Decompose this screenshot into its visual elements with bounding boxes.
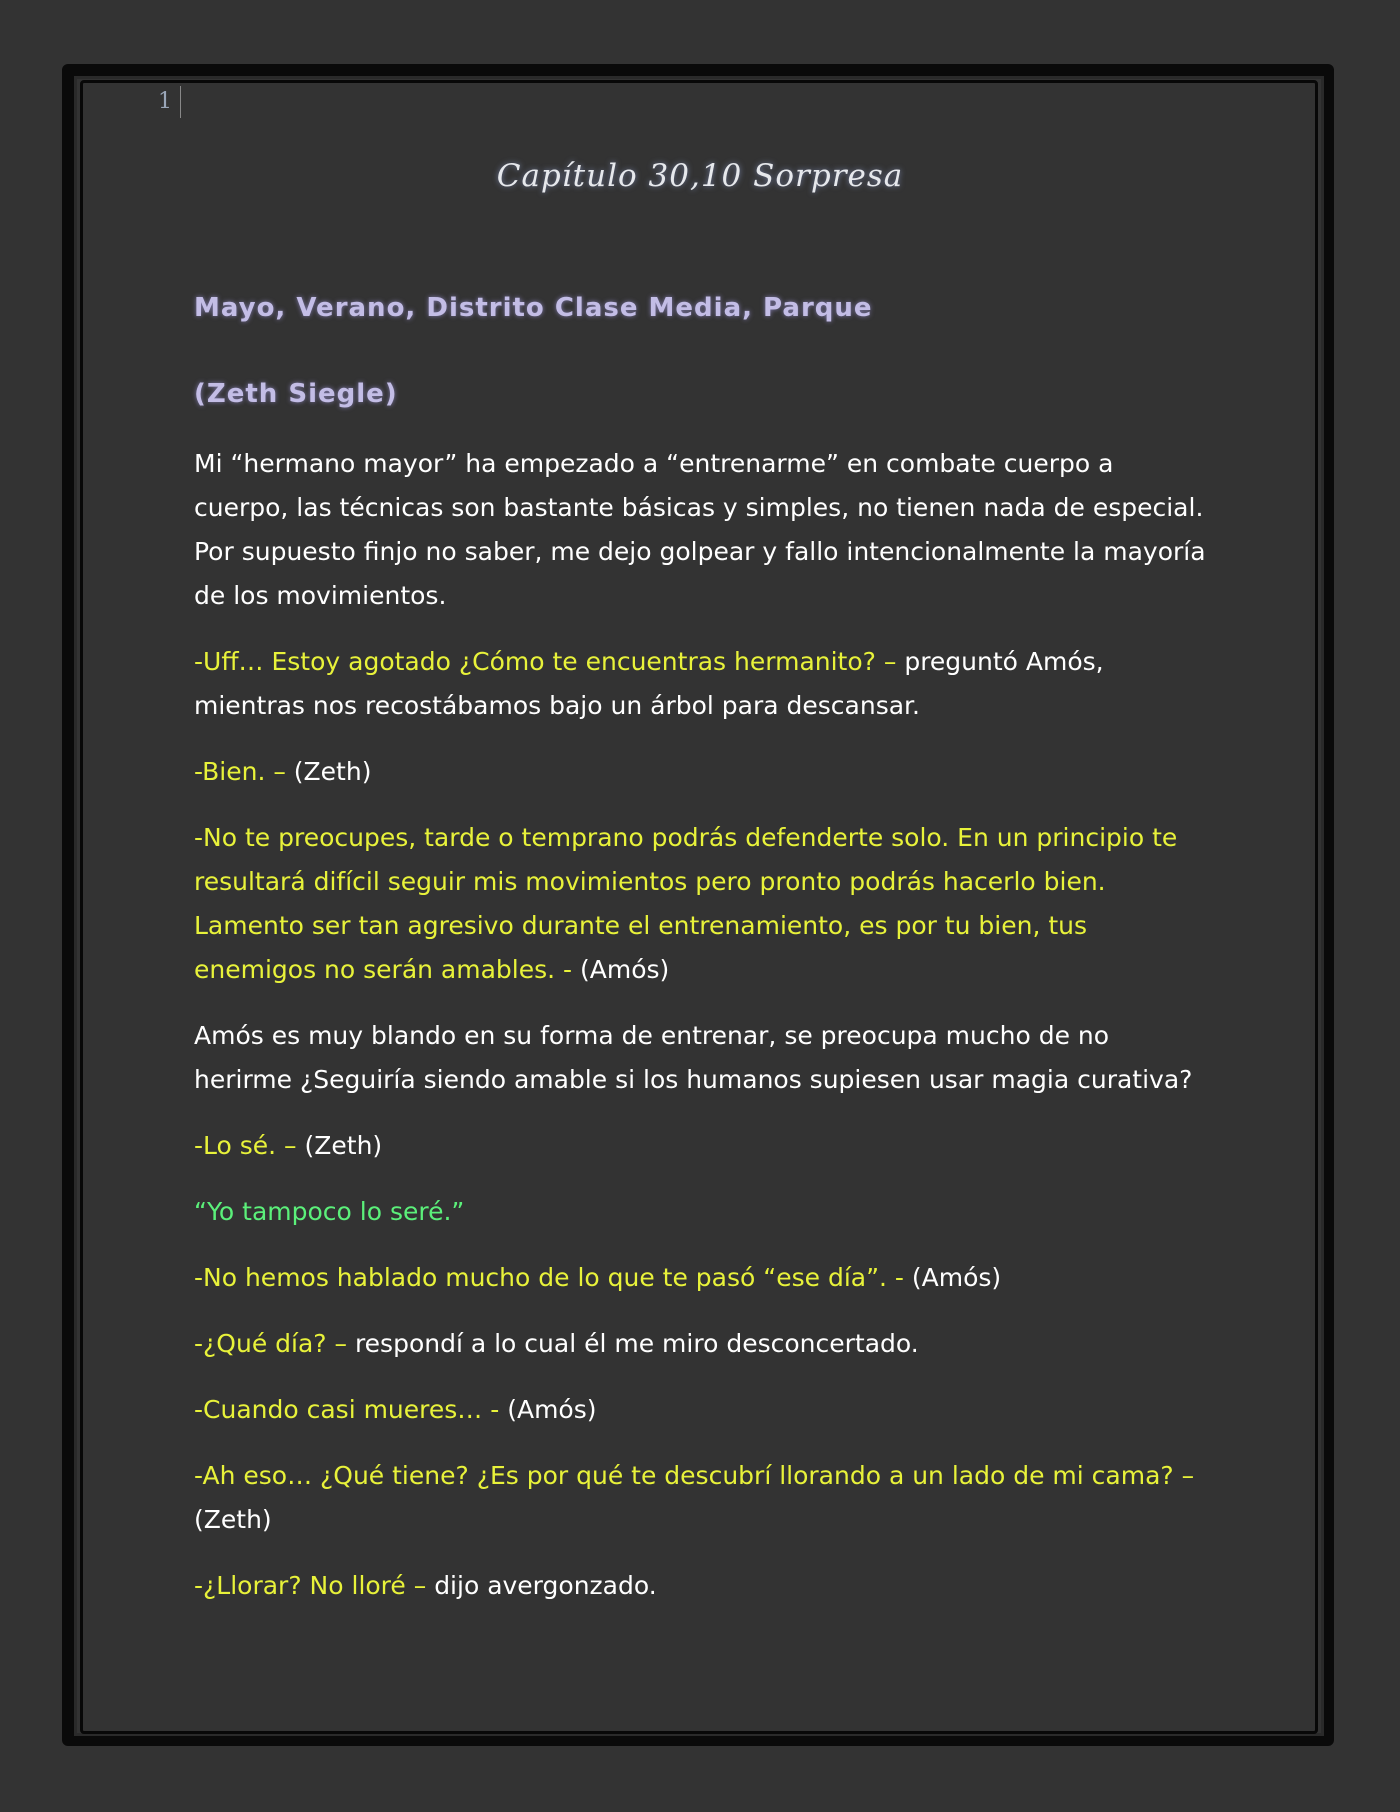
paragraph <box>194 1454 1214 1542</box>
paragraph <box>194 1014 1214 1102</box>
paragraph <box>194 1322 1214 1366</box>
paragraph <box>194 1190 1214 1234</box>
narration-text: (Amós) <box>911 1263 1002 1292</box>
page-number: 1 <box>150 86 181 118</box>
paragraph <box>194 816 1214 992</box>
narration-text: Amós es muy blando en su forma de entrenar, se preocupa mucho de no herirme ¿Seguiría siendo amable si los humanos supiesen usar magia curativa? <box>194 1021 1193 1094</box>
narration-text: dijo avergonzado. <box>434 1571 657 1600</box>
paragraph <box>194 1124 1214 1168</box>
narration-text: Mi “hermano mayor” ha empezado a “entrenarme” en combate cuerpo a cuerpo, las técnicas son bastante básicas y simples, no tienen nada de especial. Por supuesto finjo no saber, me dejo golpear y fallo intencionalmente la mayoría de los movimientos. <box>194 449 1206 610</box>
narration-text: respondí a lo cual él me miro desconcertado. <box>354 1329 919 1358</box>
dialogue-text: -Lo sé. – <box>194 1131 305 1160</box>
narration-text: (Zeth) <box>293 757 372 786</box>
chapter-title: Capítulo 30,10 Sorpresa <box>496 158 904 194</box>
narration-text: (Zeth) <box>304 1131 383 1160</box>
dialogue-text: -Cuando casi mueres… - <box>194 1395 508 1424</box>
paragraph <box>194 640 1214 728</box>
paragraph <box>194 1388 1214 1432</box>
dialogue-text: -Uff… Estoy agotado ¿Cómo te encuentras hermanito? – <box>194 647 905 676</box>
document-body <box>194 286 1214 1630</box>
thought-text: “Yo tampoco lo seré.” <box>194 1197 465 1226</box>
dialogue-text: -No te preocupes, tarde o temprano podrás defenderte solo. En un principio te resultará difícil seguir mis movimientos pero pronto podrás hacerlo bien. Lamento ser tan agresivo durante el entrenamiento, es por tu bien, tus enemigos no serán amables. - <box>194 823 1178 984</box>
paragraph <box>194 750 1214 794</box>
dialogue-text: -Bien. – <box>194 757 294 786</box>
dialogue-text: -Ah eso… ¿Qué tiene? ¿Es por qué te descubrí llorando a un lado de mi cama? – <box>194 1461 1195 1490</box>
paragraph <box>194 442 1214 618</box>
point-of-view: (Zeth Siegle) <box>194 379 398 409</box>
paragraph-list <box>194 442 1214 1608</box>
dialogue-text: -¿Qué día? – <box>194 1329 355 1358</box>
scene-location: Mayo, Verano, Distrito Clase Media, Parque <box>194 293 873 323</box>
dialogue-text: -No hemos hablado mucho de lo que te pasó “ese día”. - <box>194 1263 912 1292</box>
narration-text: preguntó Amós, mientras nos recostábamos bajo un árbol para descansar. <box>194 647 1104 720</box>
paragraph <box>194 1256 1214 1300</box>
dialogue-text: -¿Llorar? No lloré – <box>194 1571 435 1600</box>
paragraph <box>194 1564 1214 1608</box>
narration-text: (Zeth) <box>194 1505 272 1534</box>
narration-text: (Amós) <box>507 1395 597 1424</box>
narration-text: (Amós) <box>580 955 670 984</box>
